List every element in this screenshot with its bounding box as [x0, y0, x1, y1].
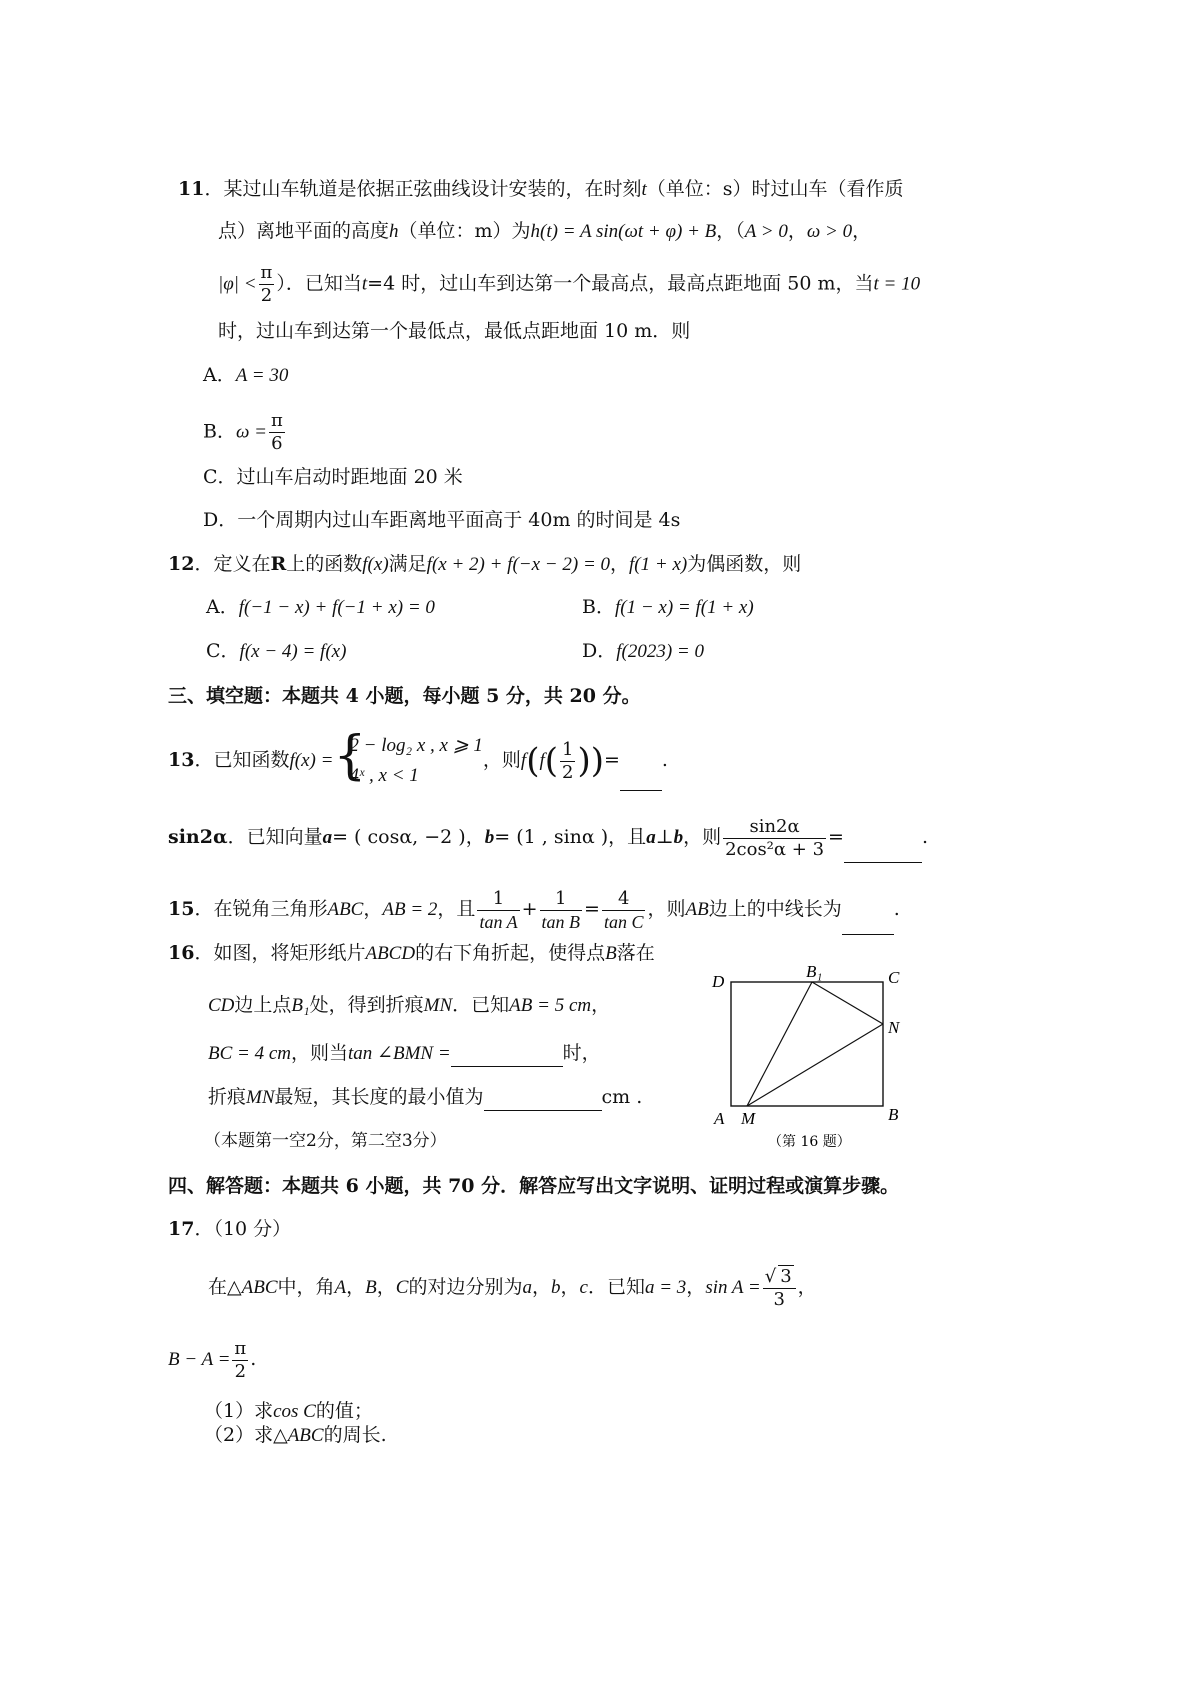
paren: (	[526, 741, 540, 781]
condition-a: A > 0	[744, 221, 788, 242]
q17-text: ，	[376, 1276, 396, 1298]
unit-cm: cm .	[601, 1086, 643, 1108]
q11-line1	[178, 176, 904, 203]
q12-option-c	[206, 638, 346, 665]
q11-text: （单位：m）为	[398, 220, 531, 242]
q13-text: ．已知函数	[194, 749, 290, 771]
func-f: f(x)	[362, 554, 389, 575]
section-3-heading: 三、填空题：本题共 4 小题，每小题 5 分，共 20 分。	[168, 685, 641, 707]
trig-fraction	[723, 816, 826, 861]
equals: =	[604, 749, 620, 771]
q17-text: ，	[346, 1276, 366, 1298]
answer-blank-1[interactable]	[451, 1048, 563, 1067]
point-b: B	[605, 943, 617, 964]
rect-abcd: ABCD	[365, 943, 416, 964]
q11-line4: 时，过山车到达第一个最低点，最低点距地面 10 m．则	[218, 320, 691, 342]
q15-line	[168, 884, 900, 935]
side-c: c	[579, 1277, 588, 1298]
answer-blank-2[interactable]	[484, 1092, 602, 1111]
paren: )	[590, 741, 604, 781]
q16-line4	[208, 1084, 642, 1111]
option-text: f(−1 − x) + f(−1 + x) = 0	[238, 597, 435, 618]
q17-text: ，	[531, 1276, 551, 1298]
q12-text: ，	[610, 553, 630, 575]
q16-line1	[168, 940, 655, 967]
func-equation: f(x + 2) + f(−x − 2) = 0	[426, 554, 611, 575]
q12-text: 为偶函数，则	[687, 553, 802, 575]
equals: =	[584, 898, 600, 920]
q11-line2	[218, 218, 871, 245]
option-label: B．	[203, 420, 236, 443]
b-minus-a: B − A =	[168, 1349, 231, 1370]
label-n: N	[888, 1018, 900, 1037]
period: .	[921, 826, 929, 848]
var-t: t	[641, 179, 647, 200]
frac-den: 2	[234, 1360, 247, 1382]
q15-text: ，	[363, 898, 383, 920]
perp-symbol: ⊥	[655, 826, 674, 848]
frac-num: √ 3	[763, 1265, 796, 1289]
var-t: t	[361, 273, 368, 295]
q17-text: 的周长.	[323, 1424, 387, 1446]
case-1: 2 − log₂ x , x ⩾ 1	[349, 735, 483, 756]
side-ab: AB = 2	[382, 899, 438, 920]
q16-line3	[208, 1040, 601, 1067]
q16-text: 时，	[562, 1042, 601, 1064]
angle-c: C	[395, 1277, 409, 1298]
option-label: D．	[582, 640, 617, 662]
frac-num: 1	[562, 738, 574, 760]
option-text: f(1 − x) = f(1 + x)	[614, 597, 754, 618]
q14-text: ，	[465, 826, 485, 848]
q17-text: （1）求	[204, 1400, 274, 1422]
q17-text: 的值；	[315, 1400, 373, 1422]
q11-text: ．某过山车轨道是依据正弦曲线设计安装的，在时刻	[204, 178, 642, 200]
option-label: A．	[206, 596, 239, 618]
var-h: h	[389, 221, 399, 242]
answer-blank[interactable]	[842, 916, 894, 935]
pi-over-2	[259, 262, 275, 307]
q14-line	[168, 812, 928, 863]
q17-text: 中，角	[277, 1276, 335, 1298]
answer-blank[interactable]	[844, 844, 922, 863]
vector-b: b	[673, 827, 684, 848]
func-f: f	[539, 750, 545, 771]
q16-text: ．已知	[452, 994, 510, 1016]
option-text: f(x − 4) = f(x)	[239, 641, 347, 662]
frac-den: 3	[773, 1289, 785, 1310]
frac-tan-c	[602, 888, 646, 933]
label-m: M	[741, 1109, 756, 1128]
q12-text: 满足	[388, 553, 427, 575]
q15-text: ．在锐角三角形	[194, 898, 328, 920]
q11-text: =4 时，过山车到达第一个最高点，最高点距地面 50 m，当	[367, 272, 874, 295]
crease-mn: MN	[246, 1087, 275, 1108]
q12-option-b	[582, 594, 754, 621]
q17-line2	[168, 1334, 256, 1385]
q17-line1	[208, 1262, 817, 1313]
q12-option-d	[582, 638, 704, 665]
option-label: C．	[206, 640, 240, 662]
q17-number: 17	[168, 1218, 195, 1240]
sqrt3-over-3	[763, 1265, 796, 1311]
point-b1: B₁	[291, 995, 310, 1016]
label-b1: B₁	[806, 962, 823, 981]
period: .	[893, 898, 900, 920]
angle-b: B	[365, 1277, 377, 1298]
condition-omega: ω > 0	[806, 221, 853, 242]
q16-number: 16	[168, 942, 195, 964]
pi-over-2	[232, 1338, 248, 1383]
q11-option-b	[203, 410, 287, 455]
q17-part-1	[204, 1398, 373, 1425]
vector-a: a	[322, 827, 333, 848]
side-a: a	[522, 1277, 532, 1298]
q13-line	[168, 726, 668, 791]
triangle-abc: ABC	[287, 1425, 324, 1446]
q14-text: ．已知向量	[227, 826, 323, 848]
q14-number: sin2α	[168, 826, 228, 848]
q11-number: 11	[178, 178, 205, 200]
tan-bmn: tan ∠BMN =	[348, 1043, 451, 1064]
vector-b-value: = (1 , sinα )	[494, 826, 609, 848]
q16-text: 处，得到折痕	[309, 994, 424, 1016]
piecewise	[333, 726, 483, 791]
q12-number: 12	[168, 553, 195, 575]
vector-a: a	[646, 827, 656, 848]
q11-text: ，	[852, 220, 872, 242]
equals: =	[828, 826, 844, 848]
q17-text: ，	[686, 1276, 706, 1298]
segment-m-b1	[747, 982, 812, 1106]
side-bc: BC = 4 cm	[208, 1043, 292, 1064]
crease-mn: MN	[423, 995, 453, 1016]
frac-den: 2	[562, 761, 574, 783]
frac-num: π	[270, 410, 283, 431]
triangle-abc: ABC	[241, 1277, 278, 1298]
label-a: A	[714, 1109, 725, 1128]
height-formula: h(t) = A sin(ωt + φ) + B	[530, 221, 717, 242]
q11-text: ）．已知当	[276, 272, 362, 295]
sin-a: sin A =	[705, 1277, 761, 1298]
q13-text: ，则	[482, 749, 521, 771]
option-label: B．	[582, 596, 615, 618]
side-ab: AB	[685, 899, 709, 920]
q16-text: 落在	[616, 942, 655, 964]
option-text: ω =	[235, 421, 267, 443]
q16-text: ，则当	[291, 1042, 349, 1064]
sqrt-radicand: 3	[780, 1266, 792, 1287]
left-brace: {	[333, 726, 367, 786]
q11-option-c: C．过山车启动时距地面 20 米	[203, 466, 463, 488]
q11-option-d: D．一个周期内过山车距离地平面高于 40m 的时间是 4s	[203, 509, 681, 531]
section-4-heading: 四、解答题：本题共 6 小题，共 70 分．解答应写出文字说明、证明过程或演算步骤。	[168, 1175, 900, 1197]
q16-text: ，	[591, 994, 611, 1016]
q16-text: 的右下角折起，使得点	[415, 942, 606, 964]
q17-text: ，	[797, 1276, 817, 1298]
a-equals-3: a = 3	[644, 1277, 687, 1298]
real-set: R	[270, 553, 287, 575]
q17-text: ，	[560, 1276, 580, 1298]
q13-number: 13	[168, 749, 195, 771]
q17-text: （2）求△	[204, 1424, 288, 1446]
one-half	[560, 739, 575, 784]
q12-text: 上的函数	[286, 553, 363, 575]
q11-text: 点）离地平面的高度	[218, 220, 390, 242]
q17-header	[168, 1216, 291, 1242]
frac-den: 2cos²α + 3	[725, 838, 825, 860]
frac-den: tan B	[541, 911, 581, 932]
q17-text: 在△	[208, 1276, 242, 1298]
segment-b1-n	[812, 982, 883, 1024]
paren: )	[577, 741, 591, 781]
q14-text: ，且	[608, 826, 647, 848]
q15-number: 15	[168, 898, 195, 920]
label-d: D	[712, 972, 725, 991]
q12-text: ．定义在	[194, 553, 271, 575]
frac-den: tan C	[603, 911, 644, 932]
q14-text: ，则	[683, 826, 722, 848]
triangle-abc: ABC	[327, 899, 364, 920]
func-f: f(x) =	[289, 750, 334, 771]
q11-line3	[218, 262, 920, 307]
q12-option-a	[206, 594, 435, 621]
side-cd: CD	[208, 995, 235, 1016]
q17-score: ．（10 分）	[194, 1218, 292, 1240]
plus: +	[521, 898, 538, 920]
vector-b: b	[484, 827, 495, 848]
q12-stem	[168, 551, 801, 578]
segment-m-n	[747, 1024, 883, 1106]
q16-text: ．如图，将矩形纸片	[194, 942, 366, 964]
figure-caption: （第 16 题）	[768, 1134, 851, 1150]
q17-part-2	[204, 1422, 387, 1449]
q16-line2	[208, 992, 610, 1019]
condition-phi: |φ| <	[218, 273, 257, 295]
q15-text: ，则	[647, 898, 686, 920]
frac-den: 6	[271, 433, 283, 454]
side-b: b	[551, 1277, 561, 1298]
q16-text: 最短，其长度的最小值为	[274, 1086, 484, 1108]
pi-over-6	[269, 410, 285, 455]
func-f: f	[520, 750, 527, 771]
q17-text: 的对边分别为	[408, 1276, 523, 1298]
case-2: 4ˣ , x < 1	[349, 765, 419, 786]
side-ab: AB = 5 cm	[509, 995, 592, 1016]
frac-num: 1	[540, 888, 583, 911]
q17-text: ．已知	[587, 1276, 645, 1298]
answer-blank[interactable]	[620, 772, 662, 791]
angle-a: A	[334, 1277, 347, 1298]
func-even: f(1 + x)	[629, 554, 688, 575]
period: .	[661, 749, 668, 771]
frac-tan-b	[540, 888, 583, 933]
frac-tan-a	[477, 888, 519, 933]
paren: (	[544, 741, 559, 781]
q15-text: ，且	[437, 898, 476, 920]
label-b: B	[888, 1105, 899, 1124]
frac-den: 2	[260, 285, 273, 306]
t-equals-10: t = 10	[873, 273, 921, 295]
q15-text: 边上的中线长为	[708, 898, 842, 920]
option-label: A．	[203, 364, 236, 386]
vector-a-value: = ( cosα, −2 )	[332, 826, 466, 848]
frac-num: 1	[477, 888, 519, 911]
q16-note: （本题第一空2分，第二空3分）	[204, 1131, 447, 1151]
frac-num: π	[234, 1337, 247, 1359]
cos-c: cos C	[273, 1401, 316, 1422]
option-text: A = 30	[235, 365, 289, 386]
option-text: f(2023) = 0	[616, 641, 704, 662]
q16-text: 折痕	[208, 1086, 247, 1108]
q11-option-a	[203, 362, 288, 389]
q16-text: 边上点	[234, 994, 292, 1016]
rectangle-abcd	[731, 982, 883, 1106]
label-c: C	[888, 968, 900, 987]
period: .	[250, 1348, 257, 1370]
frac-num: 4	[602, 888, 646, 911]
q11-text: ，（	[716, 220, 745, 242]
q16-figure	[700, 960, 930, 1155]
q11-text: （单位：s）时过山车（看作质	[646, 178, 904, 200]
q11-text: ，	[787, 220, 807, 242]
frac-num: sin2α	[723, 816, 826, 839]
frac-num: π	[260, 262, 273, 283]
frac-den: tan A	[479, 911, 518, 932]
